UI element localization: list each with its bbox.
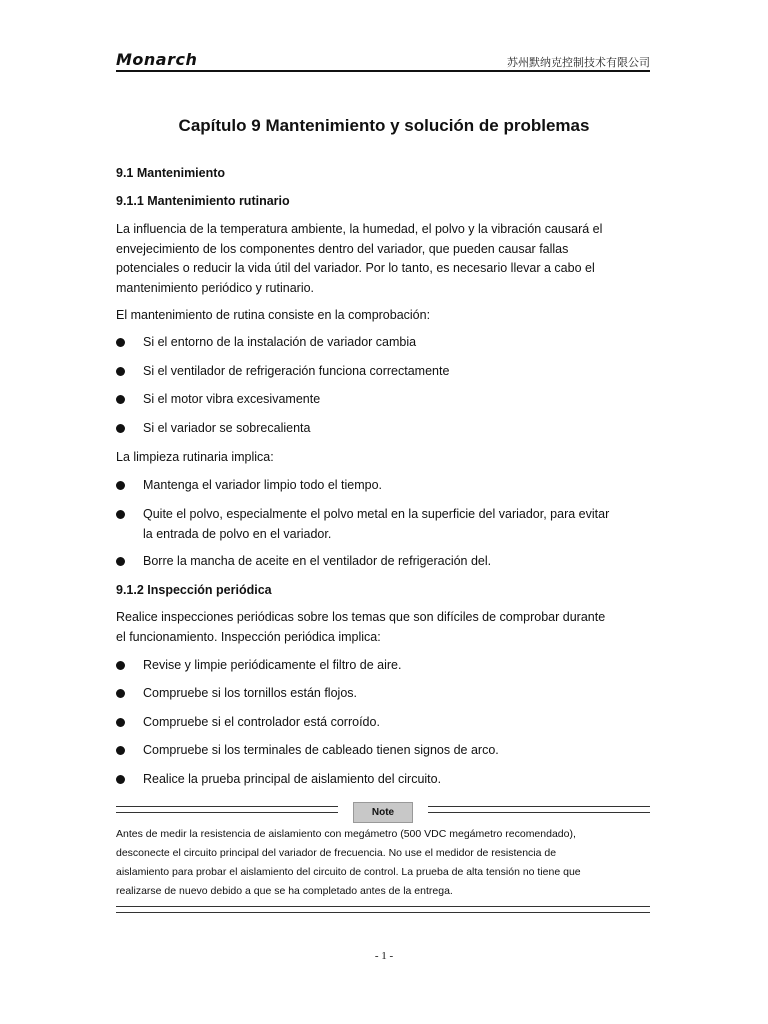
chapter-title: Capítulo 9 Mantenimiento y solución de problemas (178, 116, 590, 135)
intro-line: La influencia de la temperatura ambiente, la humedad, el polvo y la vibración causará el (116, 222, 603, 236)
section-heading-9-1-2: 9.1.2 Inspección periódica (116, 583, 272, 597)
note-top-rule-right-2 (428, 812, 650, 813)
periodic-intro-line: el funcionamiento. Inspección periódica implica: (116, 629, 381, 644)
bullet-icon (116, 689, 125, 698)
monarch-logo: Monarch (116, 50, 198, 69)
header-divider (116, 70, 650, 72)
note-bottom-rule-2 (116, 912, 650, 913)
list-item-text: Si el variador se sobrecalienta (143, 421, 311, 435)
list-item-text: Compruebe si el controlador está corroído. (143, 715, 380, 729)
list-item-text: Si el ventilador de refrigeración funciona correctamente (143, 364, 450, 378)
bullet-icon (116, 510, 125, 519)
bullet-icon (116, 395, 125, 404)
note-label: Note (353, 802, 413, 823)
list-item-text: Compruebe si los tornillos están flojos. (143, 686, 357, 700)
routine-intro: El mantenimiento de rutina consiste en la comprobación: (116, 308, 431, 322)
note-line: Antes de medir la resistencia de aislamiento con megámetro (500 VDC megámetro recomendado), (116, 828, 576, 840)
list-item-text (143, 505, 656, 544)
list-item-text: Compruebe si los terminales de cableado tienen signos de arco. (143, 743, 499, 757)
section-heading-9-1-1: 9.1.1 Mantenimiento rutinario (116, 194, 290, 208)
periodic-intro-line: Realice inspecciones periódicas sobre los temas que son difíciles de comprobar durante (116, 610, 606, 624)
cleaning-intro: La limpieza rutinaria implica: (116, 450, 274, 464)
page-number: - 1 - (374, 950, 394, 962)
bullet-icon (116, 481, 125, 490)
bullet-icon (116, 557, 125, 566)
list-item-text: Revise y limpie periódicamente el filtro de aire. (143, 658, 402, 672)
note-top-rule-left (116, 806, 338, 807)
periodic-intro (116, 608, 656, 647)
bullet-icon (116, 424, 125, 433)
intro-paragraph (116, 220, 656, 298)
note-top-rule-right (428, 806, 650, 807)
section-heading-9-1: 9.1 Mantenimiento (116, 166, 226, 180)
company-name: 苏州默纳克控制技术有限公司 (507, 57, 650, 69)
note-body (116, 825, 656, 901)
intro-line: mantenimiento periódico y rutinario. (116, 280, 315, 295)
intro-line: envejecimiento de los componentes dentro del variador, que pueden causar fallas (116, 241, 569, 256)
list-item-text: Si el motor vibra excesivamente (143, 392, 321, 406)
page-header (116, 50, 650, 72)
bullet-icon (116, 746, 125, 755)
bullet-icon (116, 367, 125, 376)
list-item-line: la entrada de polvo en el variador. (143, 526, 332, 541)
list-item-text: Si el entorno de la instalación de variador cambia (143, 335, 417, 349)
note-line: aislamiento para probar el aislamiento del circuito de control. La prueba de alta tensión no tiene que (116, 866, 581, 878)
intro-line: potenciales o reducir la vida útil del variador. Por lo tanto, es necesario llevar a cabo el (116, 261, 595, 275)
bullet-icon (116, 661, 125, 670)
note-bottom-rule (116, 906, 650, 907)
list-item-text: Borre la mancha de aceite en el ventilador de refrigeración del. (143, 554, 492, 568)
bullet-icon (116, 718, 125, 727)
note-line: desconecte el circuito principal del variador de frecuencia. No use el medidor de resistencia de (116, 847, 557, 859)
list-item-text: Realice la prueba principal de aislamiento del circuito. (143, 772, 442, 786)
note-top-rule-left-2 (116, 812, 338, 813)
bullet-icon (116, 775, 125, 784)
list-item-line: Quite el polvo, especialmente el polvo metal en la superficie del variador, para evitar (143, 507, 610, 521)
note-line: realizarse de nuevo debido a que se ha completado antes de la entrega. (116, 885, 453, 897)
bullet-icon (116, 338, 125, 347)
list-item-text: Mantenga el variador limpio todo el tiempo. (143, 478, 383, 492)
